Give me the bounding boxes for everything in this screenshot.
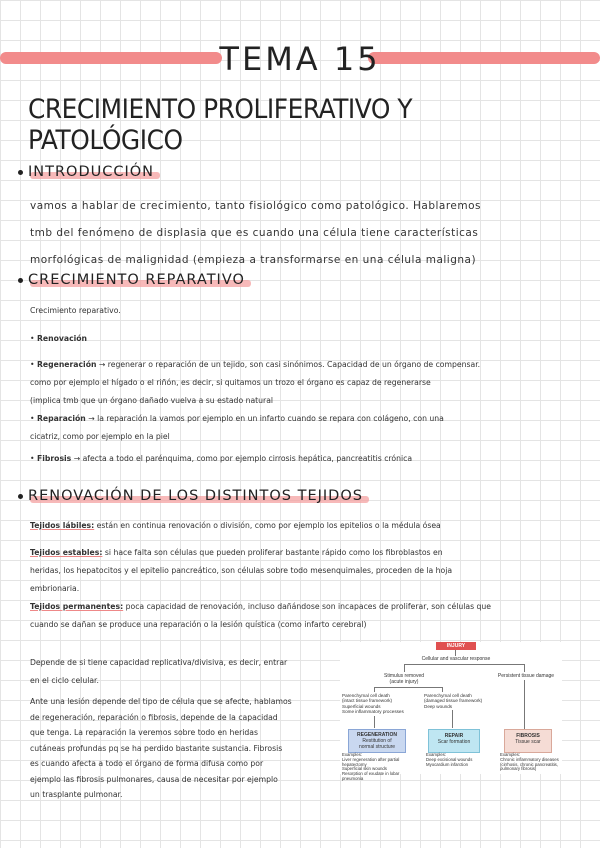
page-subtitle: CRECIMIENTO PROLIFERATIVO Y PATOLÓGICO bbox=[28, 94, 413, 156]
item-text: → afecta a todo el parénquima, como por ejemplo cirrosis hepática, pancreatitis crónica bbox=[73, 454, 413, 463]
fibrosis-box bbox=[504, 729, 552, 753]
stimulus-removed-label: Stimulus removed (acute injury) bbox=[383, 673, 424, 685]
persistent-damage-label: Persistent tissue damage bbox=[497, 673, 555, 679]
item-text: cicatriz, como por ejemplo en la piel bbox=[30, 432, 170, 441]
renovacion-heading: RENOVACIÓN DE LOS DISTINTOS TEJIDOS bbox=[18, 488, 363, 504]
injury-box: INJURY bbox=[436, 642, 476, 650]
intro-line: morfológicas de malignidad (empieza a transformarse en una célula maligna) bbox=[30, 254, 477, 266]
tejidos-labiles-label: Tejidos lábiles: bbox=[30, 521, 95, 530]
tejidos-permanentes-label: Tejidos permanentes: bbox=[30, 602, 124, 611]
item-fibrosis: • Fibrosis → afecta a todo el parénquima, como por ejemplo cirrosis hepática, pancreatitis crónica bbox=[30, 454, 413, 463]
tejidos-permanentes bbox=[30, 598, 590, 634]
depende-line: en el ciclo celular. bbox=[30, 676, 99, 685]
fibrosis-examples: Examples: Chronic inflammatory diseases (cirrhosis, chronic pancreatitis, pulmonary fibrosis) bbox=[500, 752, 559, 772]
depende-paragraph bbox=[30, 654, 330, 690]
tejidos-estables-text: si hace falta son células que pueden proliferar bastante rápido como los fibroblastos en bbox=[104, 548, 443, 557]
mid-branch-text: Parenchymal cell death (damaged tissue framework) Deep wounds bbox=[424, 693, 483, 709]
ante-line: de regeneración, reparación o fibrosis, depende de la capacidad bbox=[30, 712, 278, 722]
repair-examples: Examples: Deep excisional wounds Myocardium infarction bbox=[426, 752, 473, 767]
tejidos-permanentes-text: cuando se dañan se produce una reparación o la lesión quística (como infarto cerebral) bbox=[30, 620, 367, 629]
ante-line: Ante una lesión depende del tipo de célula que se afecte, hablamos bbox=[30, 697, 292, 706]
item-renovacion: • Renovación bbox=[30, 334, 88, 343]
page-title: TEMA 15 bbox=[219, 40, 381, 78]
intro-line: vamos a hablar de crecimiento, tanto fisiológico como patológico. Hablaremos bbox=[30, 200, 482, 212]
tejidos-estables-text: heridas, los hepatocitos y el epitelio pancreático, son células sobre todo mesenquimales, proceden de la hoja bbox=[30, 566, 453, 575]
item-text: → regenerar o reparación de un tejido, son casi sinónimos. Capacidad de un órgano de compensar. bbox=[98, 360, 481, 369]
reparativo-heading: CRECIMIENTO REPARATIVO bbox=[18, 272, 245, 288]
item-regeneracion: • Regeneración → regenerar o reparación de un tejido, son casi sinónimos. Capacidad de un órgano de compensar. como por ejemplo el hígado o el riñón, es decir, si quitamos un trozo el órgano es capaz de regenerarse (implica tmb que un órgano dañado vuelva a su estado natural bbox=[30, 356, 590, 410]
item-label: Reparación bbox=[36, 414, 86, 423]
response-label: Cellular and vascular response bbox=[421, 656, 491, 662]
depende-line: Depende de si tiene capacidad replicativa/divisiva, es decir, entrar bbox=[30, 658, 288, 667]
ante-line: es cuando afecta a todo el órgano de forma difusa como por bbox=[30, 759, 264, 768]
reparativo-intro: Crecimiento reparativo. bbox=[30, 306, 121, 315]
repair-title: REPAIR bbox=[444, 733, 464, 739]
intro-heading: INTRODUCCIÓN bbox=[18, 164, 154, 180]
ante-line: cutáneas profundas pq se ha perdido bastante sustancia. Fibrosis bbox=[30, 743, 283, 753]
regeneration-title: REGENERATION bbox=[357, 732, 397, 738]
left-branch-text: Parenchymal cell death (intact tissue framework) Superficial wounds Some inflammatory processes bbox=[342, 693, 404, 715]
intro-paragraph bbox=[30, 193, 585, 274]
fibrosis-sub: Tissue scar bbox=[515, 739, 541, 745]
ante-line: que tenga. La reparación la veremos sobre todo en heridas bbox=[30, 728, 258, 737]
item-label: Regeneración bbox=[36, 360, 97, 369]
item-text: como por ejemplo el hígado o el riñón, es decir, si quitamos un trozo el órgano es capaz de regenerarse bbox=[30, 378, 431, 387]
item-reparacion: • Reparación → la reparación la vamos por ejemplo en un infarto cuando se repara con colágeno, con una cicatriz, como por ejemplo en la piel bbox=[30, 410, 590, 446]
tejidos-estables-label: Tejidos estables: bbox=[30, 548, 103, 557]
ante-line: un trasplante pulmonar. bbox=[30, 790, 123, 799]
tejidos-labiles-text: están en continua renovación o división, como por ejemplo los epitelios o la médula ósea bbox=[96, 521, 441, 530]
regeneration-box bbox=[348, 729, 406, 753]
tejidos-labiles bbox=[30, 517, 590, 535]
regeneration-sub: Restitution of normal structure bbox=[358, 738, 396, 750]
tejidos-permanentes-text: poca capacidad de renovación, incluso dañándose son incapaces de proliferar, son células que bbox=[125, 602, 492, 611]
ante-line: ejemplo las fibrosis pulmonares, causa de necesitar por ejemplo bbox=[30, 774, 278, 784]
repair-sub: Scar formation bbox=[437, 739, 471, 745]
item-label: Fibrosis bbox=[36, 454, 72, 463]
item-text: → la reparación la vamos por ejemplo en un infarto cuando se repara con colágeno, con una bbox=[88, 414, 444, 423]
injury-response-diagram bbox=[340, 642, 562, 781]
intro-line: tmb del fenómeno de displasia que es cuando una célula tiene características bbox=[30, 227, 479, 239]
fibrosis-title: FIBROSIS bbox=[516, 733, 540, 739]
repair-box bbox=[428, 729, 480, 753]
item-text: (implica tmb que un órgano dañado vuelva a su estado natural bbox=[30, 396, 274, 405]
tejidos-estables-text: embrionaria. bbox=[30, 584, 80, 593]
tejidos-estables bbox=[30, 544, 590, 598]
ante-paragraph bbox=[30, 694, 335, 803]
regeneration-examples: Examples: Liver regeneration after partial hepatectomy Superficial skin wounds Resorption of exudate in lobar pneumonia bbox=[342, 752, 400, 781]
item-label: Renovación bbox=[36, 334, 88, 343]
